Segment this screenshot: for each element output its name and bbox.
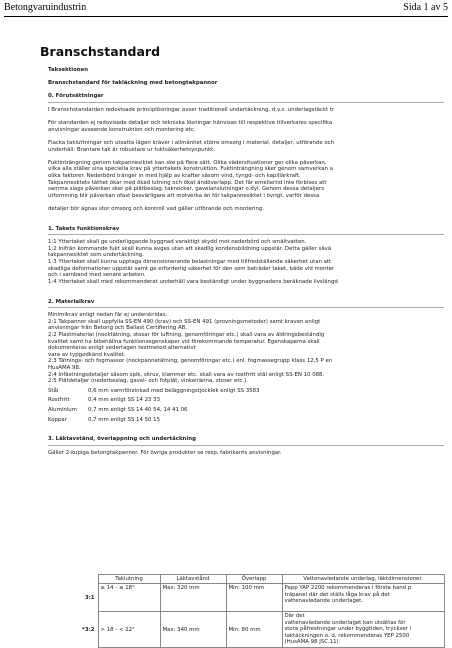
table-row: [72, 612, 444, 648]
material-spec-row: Aluminium 0,7 mm enligt SS 14 40 54, 14 41 06: [48, 406, 188, 413]
paragraph-line: För standarden ej redovisade detaljer och tekniska lösningar hänvisas till respektive tillverkares specifika: [48, 120, 333, 127]
section-divider: [48, 102, 444, 103]
table-cell: ≥ 14 - ≤ 18°: [98, 584, 160, 612]
requirement-line: skadliga deformationer uppstår samt ge erforderlig säkerhet för den som beträder taket, både vid monter: [48, 265, 335, 272]
column-header: Vattenavledande underlag, läktdimensioner.: [282, 575, 444, 584]
paragraph-line: underhåll. Brantare tak är robustare ur fuktsäkerhetsynpunkt.: [48, 146, 215, 153]
paragraph-line: Takpannesktets täthet ökar med ökad lutning och ökat ändöverlapp. Det får emellertid inte förbises att: [48, 179, 327, 186]
paragraph-line: Fuktinträngning genom takpannesiktet kan ske på flera sätt. Olika vädersituationer ger olika påverkan,: [48, 159, 327, 166]
section-divider: [48, 445, 444, 446]
requirement-line: 1:2 Inifrån kommande fukt skall kunna avges utan att skadlig kondensbildning uppstår. Detta gäller såvä: [48, 245, 332, 252]
table-row: [72, 584, 444, 612]
material-line: dokumenteras enligt vedertagen testmetod alternativt: [48, 345, 196, 352]
requirement-line: 1:3 Yttertaket skall kunna upptaga dimensionerande belastningar med tillfredställande säkerhet utan att: [48, 259, 332, 266]
table-cell: Max: 320 mm: [160, 584, 226, 612]
material-line: 2:1 Takpannor skall uppfylla SS-EN 490 (krav) och SS-EN 491 (provningsmetoder) samt kraven enligt: [48, 318, 321, 325]
material-line: vara av typgodkänd kvalitet.: [48, 351, 126, 358]
paragraph: detaljer bör ägnas stor omsorg och kontroll vad gäller utförande och montering.: [48, 205, 265, 212]
paragraph-line: samma slags påverkan sker på plåtbeslag, taknockar, gavelanslutningar o.dyl. Genom dessa detaljers: [48, 186, 325, 193]
column-header: Överlapp: [226, 575, 282, 584]
page-header: [4, 2, 448, 14]
table-cell: Min: 80 mm: [226, 612, 282, 648]
paragraph: Gäller 2-kupiga betongtakpannor. För övriga produkter se resp. fabrikants anvisningar.: [48, 449, 282, 456]
batten-spacing-table: [72, 574, 445, 648]
site-name: Betongvaruindustrin: [4, 2, 87, 13]
material-spec-row: Rostfritt 0,4 mm enligt SS 14 23 33: [48, 397, 161, 404]
requirement-line: och i samband med senare arbeten.: [48, 272, 146, 279]
material-line: 2:5 Plåtdetaljer (nederbeslag, gavel- och fotplåt, vinkelränna, stoser etc.).: [48, 378, 248, 385]
section-3-heading: 3. Läktavstånd, överlappning och undertäckning: [48, 436, 196, 443]
material-line: kvalitet samt ha bibehållna funktionsegenskaper vid förekommande temperatur. Egenskaperna skall: [48, 338, 320, 345]
row-label: *3:2: [82, 626, 95, 633]
paragraph-line: utformning blir påverkan ofast besvärligare att motverka än för takpannesiktet i övrigt, varför dessa: [48, 192, 320, 199]
section-1-heading: 1. Takets funktionskrav: [48, 225, 120, 232]
material-line: 2:4 Infästningsdetaljer såsom spik, skruv, klammer etc. skall vara av rostfritt stål enligt SS-EN 10 088.: [48, 371, 325, 378]
paragraph: I Branschstandarden redovisade principlösningar avser traditionell undertäckning, d.v.s. underlagstäckt tr: [48, 106, 335, 113]
page-number: Sida 1 av 5: [403, 2, 448, 13]
material-spec-row: Koppar 0,7 mm enligt SS 14 50 15: [48, 416, 161, 423]
section-2-heading: 2. Materialkrav: [48, 298, 95, 305]
requirement-line: 1:1 Yttertaket skall ge underliggande byggnad varaktigt skydd mot nederbörd och smältvatten.: [48, 239, 307, 246]
section-0-heading: 0. Förutsättningar: [48, 93, 104, 100]
paragraph-line: Flacka takluttningar och utsatta lägen kräver i allmänhet större omsorg i material, detaljer, utförande och: [48, 139, 335, 146]
paragraph-line: anvisningar avseende konstruktion och montering etc.: [48, 126, 196, 133]
table-header-row: [72, 575, 444, 584]
table-cell: > 18 - < 22°: [98, 612, 160, 648]
material-line: Minimikrav enligt nedan får ej underskridas.: [48, 312, 168, 319]
section-divider: [48, 307, 444, 308]
table-cell: Papp YAP 2200 rekommenderas i första hand p träpanel där det ställs låga krav på det vattenavledande underlaget.: [282, 584, 444, 612]
material-line: 2:2 Plastmaterial (nocktätning, stosar för luftning, genomföringar etc.) skall vara av åldringsbeständig: [48, 331, 325, 338]
material-line: HusAMA 98.: [48, 364, 81, 371]
document-title: Branschstandard: [40, 44, 161, 59]
paragraph-line: vilka alla ställer sina speciella krav på yttertakets konstruktion. Fuktinträngning sker genom samverkan a: [48, 166, 333, 173]
column-header: Läktavstånd: [160, 575, 226, 584]
document-body: [48, 67, 444, 456]
subtitle: Branschstandard för takläckning med betongtakpannor: [48, 80, 218, 87]
table-cell: Där det vattenavledande underlaget kan utsättas för stora påfrestningar under byggtiden, tryckser i taktäckningen o. d, rekommenderas YEP 2500 (HusAMA 98 JSC.11).: [282, 612, 444, 648]
header-divider: [4, 16, 448, 17]
section-divider: [48, 234, 444, 235]
table-cell: Min: 100 mm: [226, 584, 282, 612]
material-line: anvisningar från Betong och Ballast Certifiering AB.: [48, 325, 188, 332]
column-header: Taklutning: [98, 575, 160, 584]
requirement-line: takpannesiktet som undertäckning.: [48, 252, 144, 259]
material-spec-row: Stål 0,6 mm varmförzinkad med beläggningstjocklek enligt SS 3583: [48, 387, 260, 394]
table-cell: Max: 340 mm: [160, 612, 226, 648]
requirement-line: 1:4 Yttertaket skall med rekommenderat underhåll vara beständigt under byggnadens beräknade livslängd: [48, 278, 338, 285]
paragraph-line: olika faktorer. Nederbörd tränger in med hjälp av krafter såsom vind, tyngd- och kapillärkraft.: [48, 172, 301, 179]
row-label: 3:1: [84, 594, 95, 601]
section-label: Taksektionen: [48, 67, 89, 73]
material-line: 2:3 Tätnings- och fogmassor (nockpannetätning, genomföringar etc.) enl. fogmassegrupp klass 12,5 P en: [48, 358, 333, 365]
